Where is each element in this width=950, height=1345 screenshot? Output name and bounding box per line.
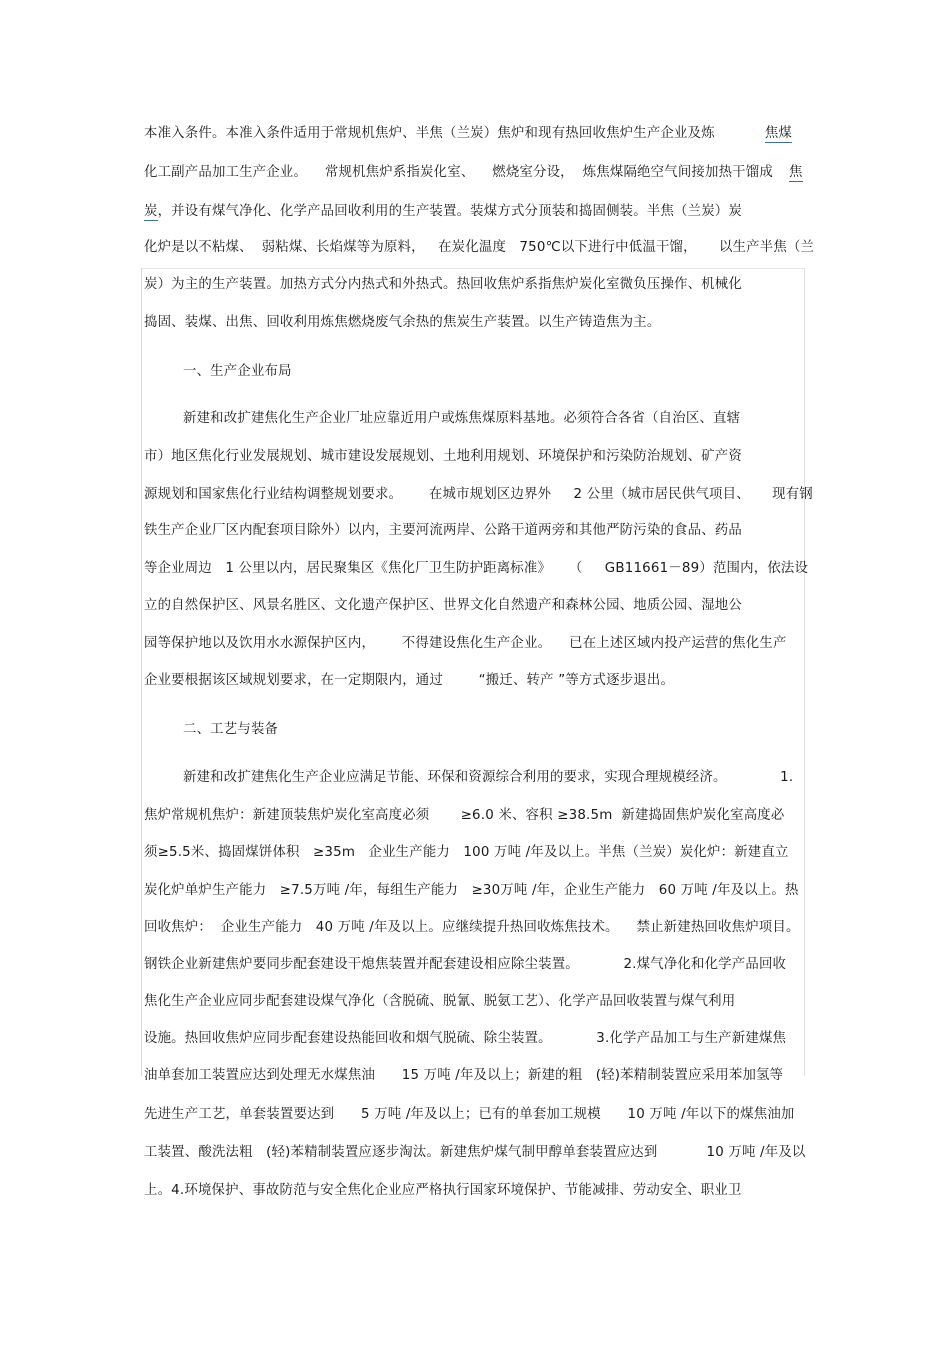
text-line: 焦炉常规机焦炉：新建顶装焦炉炭化室高度必须 ≥6.0 米、容积 ≥38.5m 新建捣固焦炉炭化室高度必 bbox=[144, 808, 785, 823]
frame-top-border bbox=[141, 268, 805, 269]
text-line: 设施。热回收焦炉应同步配套建设热能回收和烟气脱硫、除尘装置。 3.化学产品加工与生产新建煤焦 bbox=[144, 1031, 787, 1046]
text-line: 回收焦炉： 企业生产能力 40 万吨 /年及以上。应继续提升热回收炼焦技术。 禁止新建热回收焦炉项目。 bbox=[144, 920, 800, 935]
text-line: 企业要根据该区域规划要求，在一定期限内，通过 “搬迁、转产 ”等方式逐步退出。 bbox=[144, 673, 675, 688]
text-line: 炭，并设有煤气净化、化学产品回收利用的生产装置。装煤方式分顶装和捣固侧装。半焦（兰炭）炭 bbox=[144, 204, 742, 219]
text-line: 立的自然保护区、风景名胜区、文化遗产保护区、世界文化自然遗产和森林公园、地质公园、湿地公 bbox=[144, 598, 742, 613]
text-line: 园等保护地以及饮用水水源保护区内， 不得建设焦化生产企业。 已在上述区域内投产运营的焦化生产 bbox=[144, 636, 787, 651]
text-line: 先进生产工艺，单套装置要达到 5 万吨 /年及以上；已有的单套加工规模 10 万吨 /年以下的煤焦油加 bbox=[144, 1107, 795, 1122]
text-line: 新建和改扩建焦化生产企业应满足节能、环保和资源综合利用的要求，实现合理规模经济。 1. bbox=[183, 770, 794, 785]
text-line: 新建和改扩建焦化生产企业厂址应靠近用户或炼焦煤原料基地。必须符合各省（自治区、直辖 bbox=[183, 411, 741, 426]
text-line: 源规划和国家焦化行业结构调整规划要求。 在城市规划区边界外 2 公里（城市居民供气项目、 现有钢 bbox=[144, 487, 813, 502]
text-line: 炭）为主的生产装置。加热方式分内热式和外热式。热回收焦炉系指焦炉炭化室微负压操作、机械化 bbox=[144, 277, 742, 292]
text-line: 等企业周边 1 公里以内，居民聚集区《焦化厂卫生防护距离标准》 （ GB11661－89）范围内，依法设 bbox=[144, 561, 809, 576]
section-heading: 二、工艺与装备 bbox=[183, 722, 279, 737]
frame-left-border bbox=[141, 268, 142, 1076]
underlined-link-text[interactable]: 焦 bbox=[788, 165, 803, 180]
text-line: 工装置、酸洗法粗 (轻)苯精制装置应逐步淘汰。新建焦炉煤气制甲醇单套装置应达到 10 万吨 /年及以 bbox=[144, 1145, 806, 1160]
underlined-link-text[interactable]: 焦煤 bbox=[764, 126, 792, 141]
text-line: 捣固、装煤、出焦、回收利用炼焦燃烧废气余热的焦炭生产装置。以生产铸造焦为主。 bbox=[144, 315, 661, 330]
text-line: 油单套加工装置应达到处理无水煤焦油 15 万吨 /年及以上；新建的粗 (轻)苯精制装置应采用苯加氢等 bbox=[144, 1068, 784, 1083]
text-line: 焦化生产企业应同步配套建设煤气净化（含脱硫、脱氰、脱氨工艺）、化学产品回收装置与煤气利用 bbox=[144, 994, 736, 1009]
text-line: 市）地区焦化行业发展规划、城市建设发展规划、土地利用规划、环境保护和污染防治规划、矿产资 bbox=[144, 449, 742, 464]
text-line: 铁生产企业厂区内配套项目除外）以内，主要河流两岸、公路干道两旁和其他严防污染的食品、药品 bbox=[144, 523, 742, 538]
text-line: 钢铁企业新建焦炉要同步配套建设干熄焦装置并配套建设相应除尘装置。 2.煤气净化和化学产品回收 bbox=[144, 957, 787, 972]
text-line: 化工副产品加工生产企业。 常规机焦炉系指炭化室、 燃烧室分设， 炼焦煤隔绝空气间接加热干馏成 焦 bbox=[144, 165, 803, 180]
text-line: 本准入条件。本准入条件适用于常规机焦炉、半焦（兰炭）焦炉和现有热回收焦炉生产企业及炼 焦煤 bbox=[144, 126, 792, 141]
text-line: 上。4.环境保护、事故防范与安全焦化企业应严格执行国家环境保护、节能减排、劳动安全、职业卫 bbox=[144, 1183, 742, 1198]
text-line: 化炉是以不粘煤、 弱粘煤、长焰煤等为原料， 在炭化温度 750℃以下进行中低温干馏， 以生产半焦（兰 bbox=[144, 240, 815, 255]
section-heading: 一、生产企业布局 bbox=[183, 364, 292, 379]
text-line: 须≥5.5米、捣固煤饼体积 ≥35m 企业生产能力 100 万吨 /年及以上。半焦（兰炭）炭化炉：新建直立 bbox=[144, 845, 789, 860]
underlined-link-text[interactable]: 炭 bbox=[144, 204, 158, 219]
frame-right-border bbox=[804, 268, 805, 1076]
text-line: 炭化炉单炉生产能力 ≥7.5万吨 /年，每组生产能力 ≥30万吨 /年，企业生产能力 60 万吨 /年及以上。热 bbox=[144, 883, 799, 898]
